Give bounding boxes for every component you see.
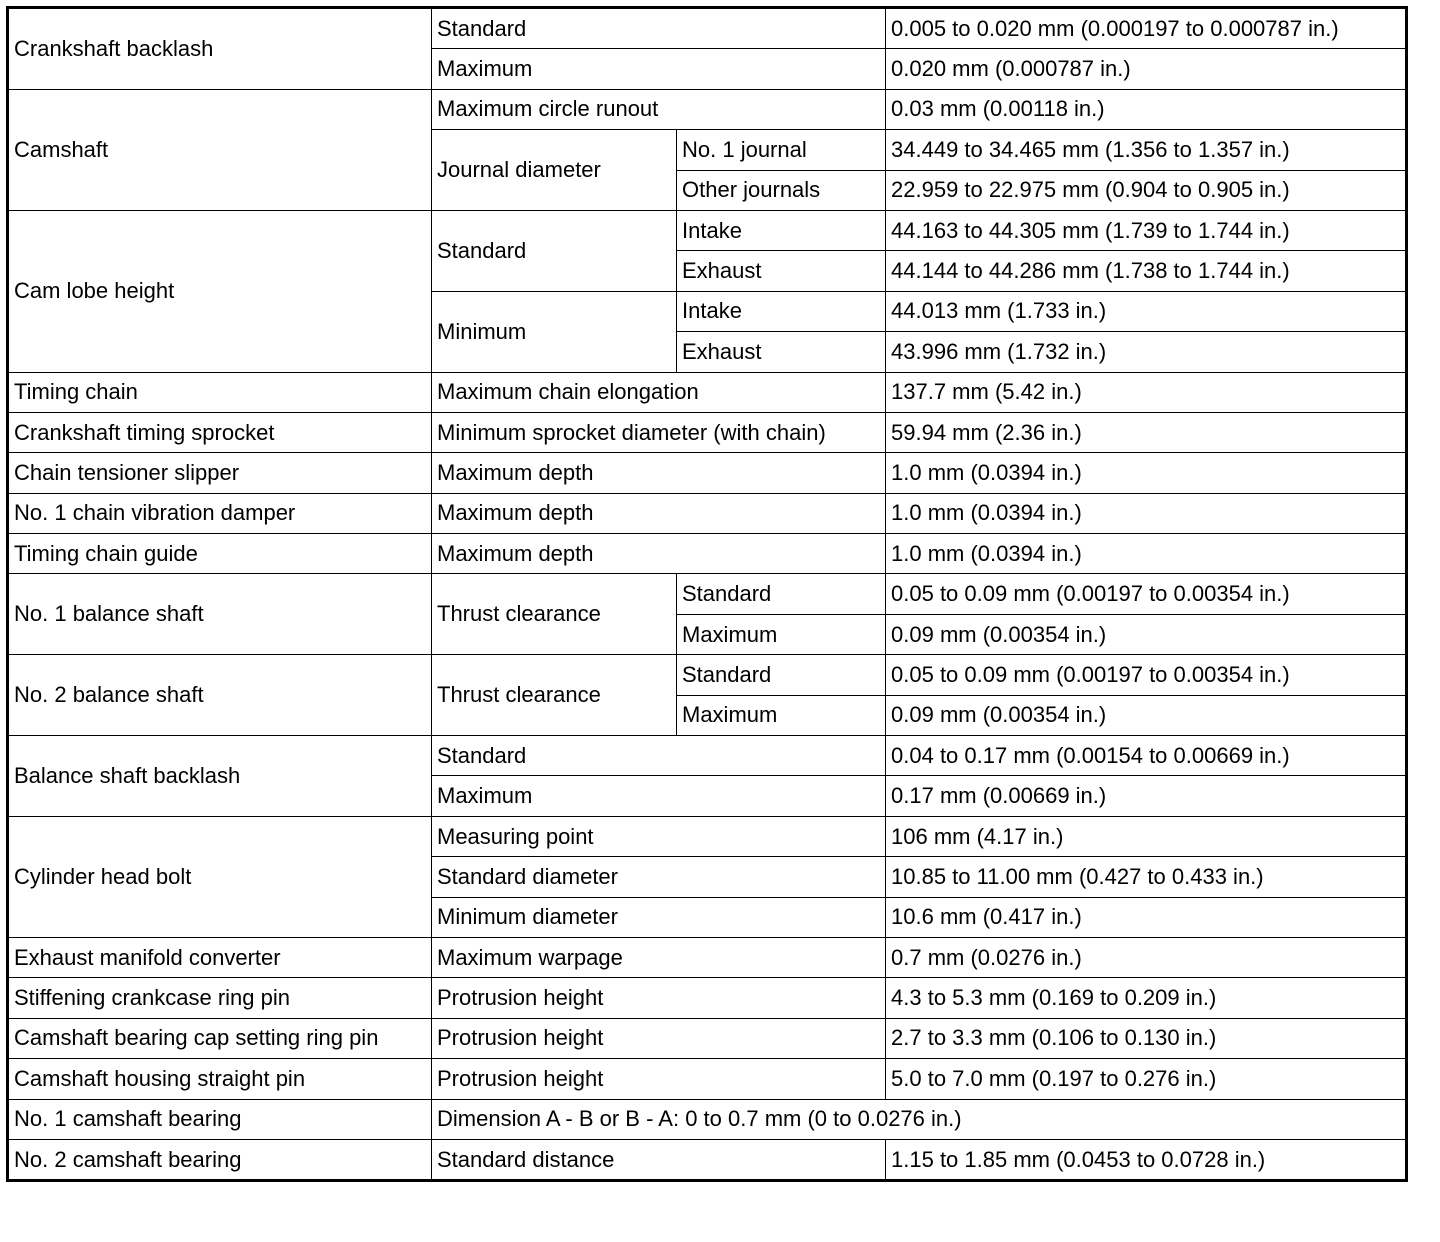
component-cell: Timing chain guide	[8, 534, 432, 574]
item-cell: Journal diameter	[432, 130, 677, 211]
item-cell: Maximum depth	[432, 534, 886, 574]
table-row	[8, 210, 1407, 250]
value-cell: 106 mm (4.17 in.)	[886, 816, 1407, 856]
spec-table	[6, 6, 1408, 1182]
table-row	[8, 655, 1407, 695]
component-cell: Stiffening crankcase ring pin	[8, 978, 432, 1018]
item-cell: Maximum depth	[432, 453, 886, 493]
component-cell: No. 1 chain vibration damper	[8, 493, 432, 533]
value-cell: 0.17 mm (0.00669 in.)	[886, 776, 1407, 816]
table-row	[8, 937, 1407, 977]
value-cell: 5.0 to 7.0 mm (0.197 to 0.276 in.)	[886, 1059, 1407, 1099]
table-row	[8, 978, 1407, 1018]
table-row	[8, 453, 1407, 493]
subitem-cell: Other journals	[677, 170, 886, 210]
component-cell: Camshaft housing straight pin	[8, 1059, 432, 1099]
component-cell: Camshaft	[8, 89, 432, 210]
item-cell: Measuring point	[432, 816, 886, 856]
table-row	[8, 412, 1407, 452]
item-cell: Minimum sprocket diameter (with chain)	[432, 412, 886, 452]
value-cell: 2.7 to 3.3 mm (0.106 to 0.130 in.)	[886, 1018, 1407, 1058]
item-cell: Minimum diameter	[432, 897, 886, 937]
value-cell: 0.04 to 0.17 mm (0.00154 to 0.00669 in.)	[886, 736, 1407, 776]
value-cell: 137.7 mm (5.42 in.)	[886, 372, 1407, 412]
table-row	[8, 89, 1407, 129]
value-cell: 1.0 mm (0.0394 in.)	[886, 453, 1407, 493]
value-cell: 1.0 mm (0.0394 in.)	[886, 493, 1407, 533]
subitem-cell: Standard	[677, 574, 886, 614]
value-cell: 44.163 to 44.305 mm (1.739 to 1.744 in.)	[886, 210, 1407, 250]
table-row	[8, 534, 1407, 574]
item-cell: Thrust clearance	[432, 655, 677, 736]
value-cell: 0.05 to 0.09 mm (0.00197 to 0.00354 in.)	[886, 574, 1407, 614]
item-cell: Minimum	[432, 291, 677, 372]
item-cell: Protrusion height	[432, 1059, 886, 1099]
subitem-cell: Exhaust	[677, 332, 886, 372]
component-cell: Cylinder head bolt	[8, 816, 432, 937]
value-cell: 10.6 mm (0.417 in.)	[886, 897, 1407, 937]
value-cell: 59.94 mm (2.36 in.)	[886, 412, 1407, 452]
subitem-cell: Maximum	[677, 695, 886, 735]
value-cell: 0.03 mm (0.00118 in.)	[886, 89, 1407, 129]
value-cell: 0.7 mm (0.0276 in.)	[886, 937, 1407, 977]
value-cell: 44.144 to 44.286 mm (1.738 to 1.744 in.)	[886, 251, 1407, 291]
table-row	[8, 1099, 1407, 1139]
item-cell: Maximum circle runout	[432, 89, 886, 129]
subitem-cell: Exhaust	[677, 251, 886, 291]
value-cell: 0.09 mm (0.00354 in.)	[886, 614, 1407, 654]
item-cell: Thrust clearance	[432, 574, 677, 655]
component-cell: Crankshaft backlash	[8, 8, 432, 90]
value-cell: 22.959 to 22.975 mm (0.904 to 0.905 in.)	[886, 170, 1407, 210]
table-row	[8, 1018, 1407, 1058]
value-cell: 4.3 to 5.3 mm (0.169 to 0.209 in.)	[886, 978, 1407, 1018]
item-cell: Standard diameter	[432, 857, 886, 897]
item-cell: Maximum warpage	[432, 937, 886, 977]
subitem-cell: Intake	[677, 291, 886, 331]
value-cell: 44.013 mm (1.733 in.)	[886, 291, 1407, 331]
subitem-cell: Maximum	[677, 614, 886, 654]
table-row	[8, 1059, 1407, 1099]
item-cell: Maximum	[432, 49, 886, 89]
item-cell: Maximum depth	[432, 493, 886, 533]
subitem-cell: Intake	[677, 210, 886, 250]
component-cell: Exhaust manifold converter	[8, 937, 432, 977]
table-row	[8, 493, 1407, 533]
value-cell: 1.15 to 1.85 mm (0.0453 to 0.0728 in.)	[886, 1139, 1407, 1180]
component-cell: No. 1 balance shaft	[8, 574, 432, 655]
value-cell: 0.005 to 0.020 mm (0.000197 to 0.000787 in.)	[886, 8, 1407, 49]
table-row	[8, 8, 1407, 49]
table-row	[8, 816, 1407, 856]
subitem-cell: Standard	[677, 655, 886, 695]
component-cell: Timing chain	[8, 372, 432, 412]
component-cell: No. 2 balance shaft	[8, 655, 432, 736]
component-cell: Camshaft bearing cap setting ring pin	[8, 1018, 432, 1058]
value-cell: 34.449 to 34.465 mm (1.356 to 1.357 in.)	[886, 130, 1407, 170]
value-cell: 1.0 mm (0.0394 in.)	[886, 534, 1407, 574]
component-cell: Balance shaft backlash	[8, 736, 432, 817]
item-cell: Standard	[432, 736, 886, 776]
component-cell: Chain tensioner slipper	[8, 453, 432, 493]
item-cell: Maximum	[432, 776, 886, 816]
component-cell: Crankshaft timing sprocket	[8, 412, 432, 452]
component-cell: No. 1 camshaft bearing	[8, 1099, 432, 1139]
value-cell: 0.020 mm (0.000787 in.)	[886, 49, 1407, 89]
table-row	[8, 736, 1407, 776]
value-cell: 10.85 to 11.00 mm (0.427 to 0.433 in.)	[886, 857, 1407, 897]
subitem-cell: No. 1 journal	[677, 130, 886, 170]
item-cell: Protrusion height	[432, 978, 886, 1018]
table-row	[8, 574, 1407, 614]
item-cell: Dimension A - B or B - A: 0 to 0.7 mm (0 to 0.0276 in.)	[432, 1099, 1407, 1139]
table-row	[8, 1139, 1407, 1180]
item-cell: Standard distance	[432, 1139, 886, 1180]
value-cell: 0.09 mm (0.00354 in.)	[886, 695, 1407, 735]
item-cell: Maximum chain elongation	[432, 372, 886, 412]
item-cell: Protrusion height	[432, 1018, 886, 1058]
component-cell: Cam lobe height	[8, 210, 432, 372]
component-cell: No. 2 camshaft bearing	[8, 1139, 432, 1180]
item-cell: Standard	[432, 8, 886, 49]
value-cell: 0.05 to 0.09 mm (0.00197 to 0.00354 in.)	[886, 655, 1407, 695]
item-cell: Standard	[432, 210, 677, 291]
table-row	[8, 372, 1407, 412]
value-cell: 43.996 mm (1.732 in.)	[886, 332, 1407, 372]
